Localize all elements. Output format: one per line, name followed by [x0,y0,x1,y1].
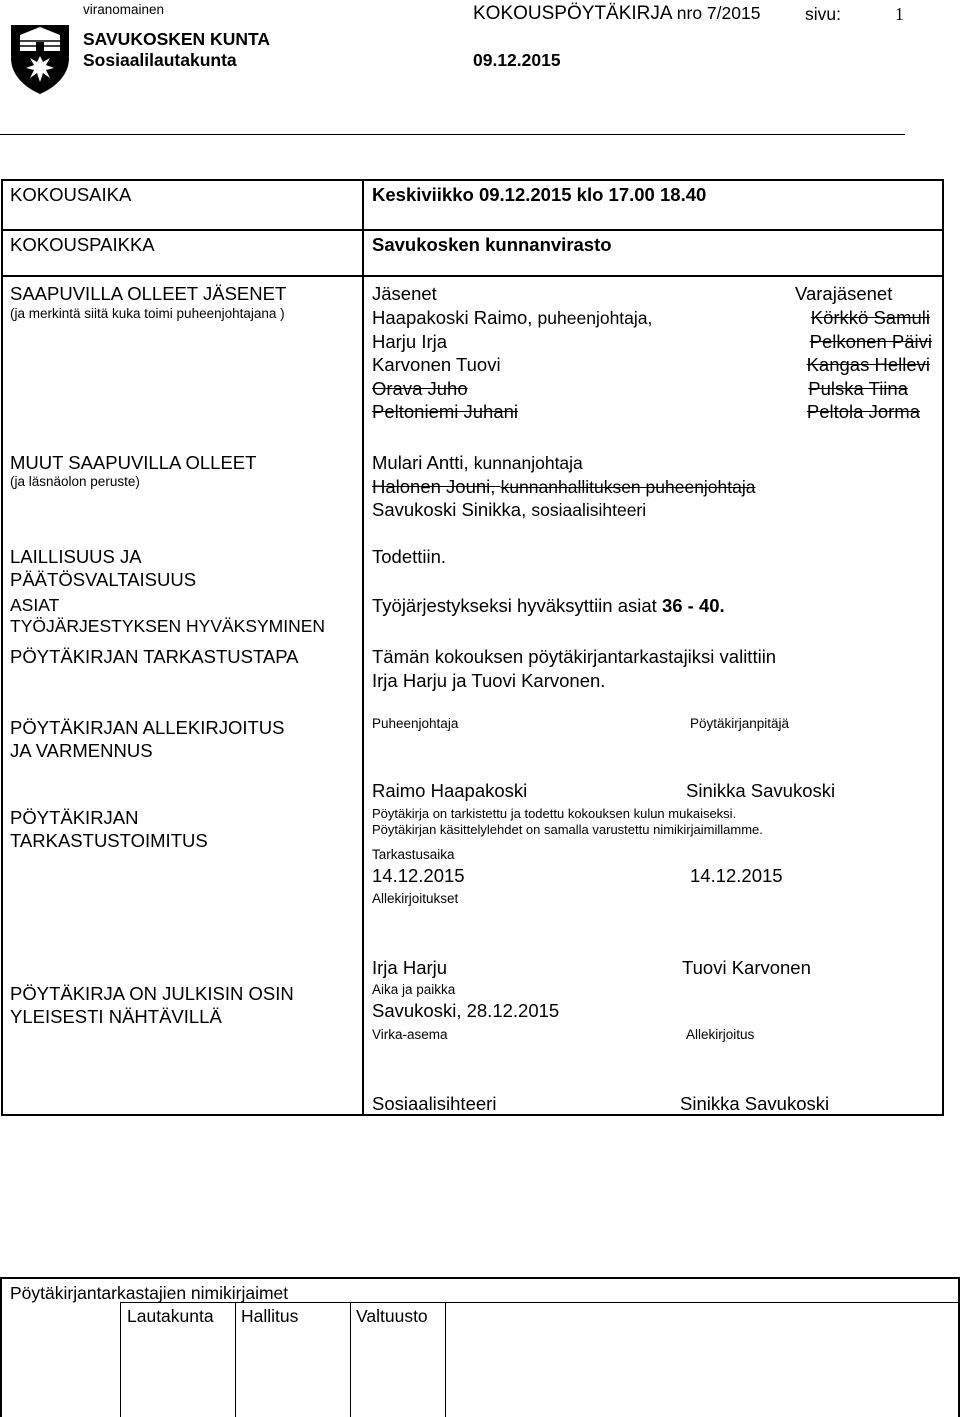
other-role: sosiaalisihteeri [531,500,647,520]
meeting-time-label: KOKOUSAIKA [10,184,132,205]
coat-of-arms-logo [8,22,72,96]
public-place-value: Savukoski, 28.12.2015 [372,1000,560,1021]
other-role: kunnanhallituksen puheenjohtaja [500,477,756,497]
member-item: Harju Irja [372,331,448,352]
deputy-item: Körkkö Samuli [810,307,930,328]
other-name: Halonen Jouni, [372,476,496,497]
chair-name: Raimo Haapakoski [372,780,528,801]
public-label-line2: YLEISESTI NÄHTÄVILLÄ [10,1006,222,1027]
review-method-line2: Irja Harju ja Tuovi Karvonen. [372,670,606,691]
initials-column-executive: Hallitus [241,1306,299,1326]
legality-label-line1: LAILLISUUS JA [10,546,142,567]
review-method-line1: Tämän kokouksen pöytäkirjantarkastajiksi valittiin [372,646,777,667]
public-label-line1: PÖYTÄKIRJA ON JULKISIN OSIN [10,983,294,1004]
other-item [372,476,756,498]
initials-column-council: Valtuusto [356,1306,428,1326]
deputy-item: Pulska Tiina [808,378,908,399]
document-title-text: KOKOUSPÖYTÄKIRJA [473,3,672,24]
agenda-label-line1: ASIAT [10,595,60,615]
member-role: puheenjohtaja, [537,308,653,328]
members-heading: Jäsenet [372,283,437,304]
deputies-heading: Varajäsenet [795,283,893,304]
inspection-label-line2: TARKASTUSTOIMITUS [10,830,208,851]
secretary-title: Pöytäkirjanpitäjä [690,716,790,731]
column-divider [362,179,364,1116]
deputy-item: Pelkonen Päivi [809,331,932,352]
member-item: Peltoniemi Juhani [372,401,519,422]
other-name: Mulari Antti, [372,452,469,473]
inspection-text1: Pöytäkirja on tarkistettu ja todettu kokouksen kulun mukaiseksi. [372,806,737,821]
initials-column-divider [445,1302,446,1417]
review-method-label: PÖYTÄKIRJAN TARKASTUSTAPA [10,646,299,667]
member-item [372,307,652,329]
member-item: Karvonen Tuovi [372,354,501,375]
member-item: Orava Juho [372,378,468,399]
agenda-suffix: . [719,595,725,616]
agenda-value-text: Työjärjestykseksi hyväksyttiin asiat [372,595,657,616]
inspection-sign-caption: Allekirjoitukset [372,891,459,906]
deputy-item: Peltola Jorma [806,401,920,422]
initials-column-board: Lautakunta [127,1306,214,1326]
signature-label-line1: PÖYTÄKIRJAN ALLEKIRJOITUS [10,717,285,738]
others-label: MUUT SAAPUVILLA OLLEET [10,452,257,473]
meeting-place-label: KOKOUSPAIKKA [10,234,155,255]
signature-label-line2: JA VARMENNUS [10,740,153,761]
chair-title: Puheenjohtaja [372,716,459,731]
inspection-signer2: Tuovi Karvonen [682,957,811,978]
document-number: nro 7/2015 [676,3,761,23]
legality-label-line2: PÄÄTÖSVALTAISUUS [10,569,197,590]
row-divider [1,229,944,231]
meeting-time-value: Keskiviikko 09.12.2015 klo 17.00 18.40 [372,184,707,205]
member-name: Haapakoski Raimo, [372,307,533,328]
others-note: (ja läsnäolon peruste) [10,474,140,489]
public-place-caption: Aika ja paikka [372,982,456,997]
meeting-place-value: Savukosken kunnanvirasto [372,234,612,255]
other-role: kunnanjohtaja [473,453,583,473]
visibility-label: viranomainen [83,2,165,17]
secretary-name: Sinikka Savukoski [686,780,836,801]
public-office-caption: Virka-asema [372,1027,448,1042]
members-note: (ja merkintä siitä kuka toimi puheenjohtajana ) [10,306,285,321]
other-name: Savukoski Sinikka, [372,499,527,520]
other-item [372,452,583,474]
initials-column-divider [350,1302,351,1417]
page-number: 1 [895,4,904,24]
members-label: SAAPUVILLA OLLEET JÄSENET [10,283,287,304]
initials-column-divider [235,1302,236,1417]
row-divider [1,275,944,277]
deputy-item: Kangas Hellevi [806,354,930,375]
inspection-label-line1: PÖYTÄKIRJAN [10,807,139,828]
agenda-value [372,595,725,617]
inspection-date1: 14.12.2015 [372,865,465,886]
agenda-label-line2: TYÖJÄRJESTYKSEN HYVÄKSYMINEN [10,616,326,636]
inspection-text2: Pöytäkirjan käsittelylehdet on samalla varustettu nimikirjaimillamme. [372,822,763,837]
organization-name: SAVUKOSKEN KUNTA [83,29,270,49]
inspection-date2: 14.12.2015 [690,865,783,886]
initials-title: Pöytäkirjantarkastajien nimikirjaimet [10,1283,289,1303]
inspection-signer1: Irja Harju [372,957,448,978]
public-office-value: Sosiaalisihteeri [372,1093,497,1114]
document-title [473,3,760,25]
page-label: sivu: [805,4,841,24]
public-signer-value: Sinikka Savukoski [680,1093,830,1114]
other-item [372,499,646,521]
agenda-range: 36 - 40 [661,595,720,616]
legality-value: Todettiin. [372,546,447,567]
public-signature-caption: Allekirjoitus [686,1027,755,1042]
inspection-date-caption: Tarkastusaika [372,847,455,862]
header-divider [0,134,905,135]
board-name: Sosiaalilautakunta [83,50,237,70]
meeting-date: 09.12.2015 [473,50,561,70]
